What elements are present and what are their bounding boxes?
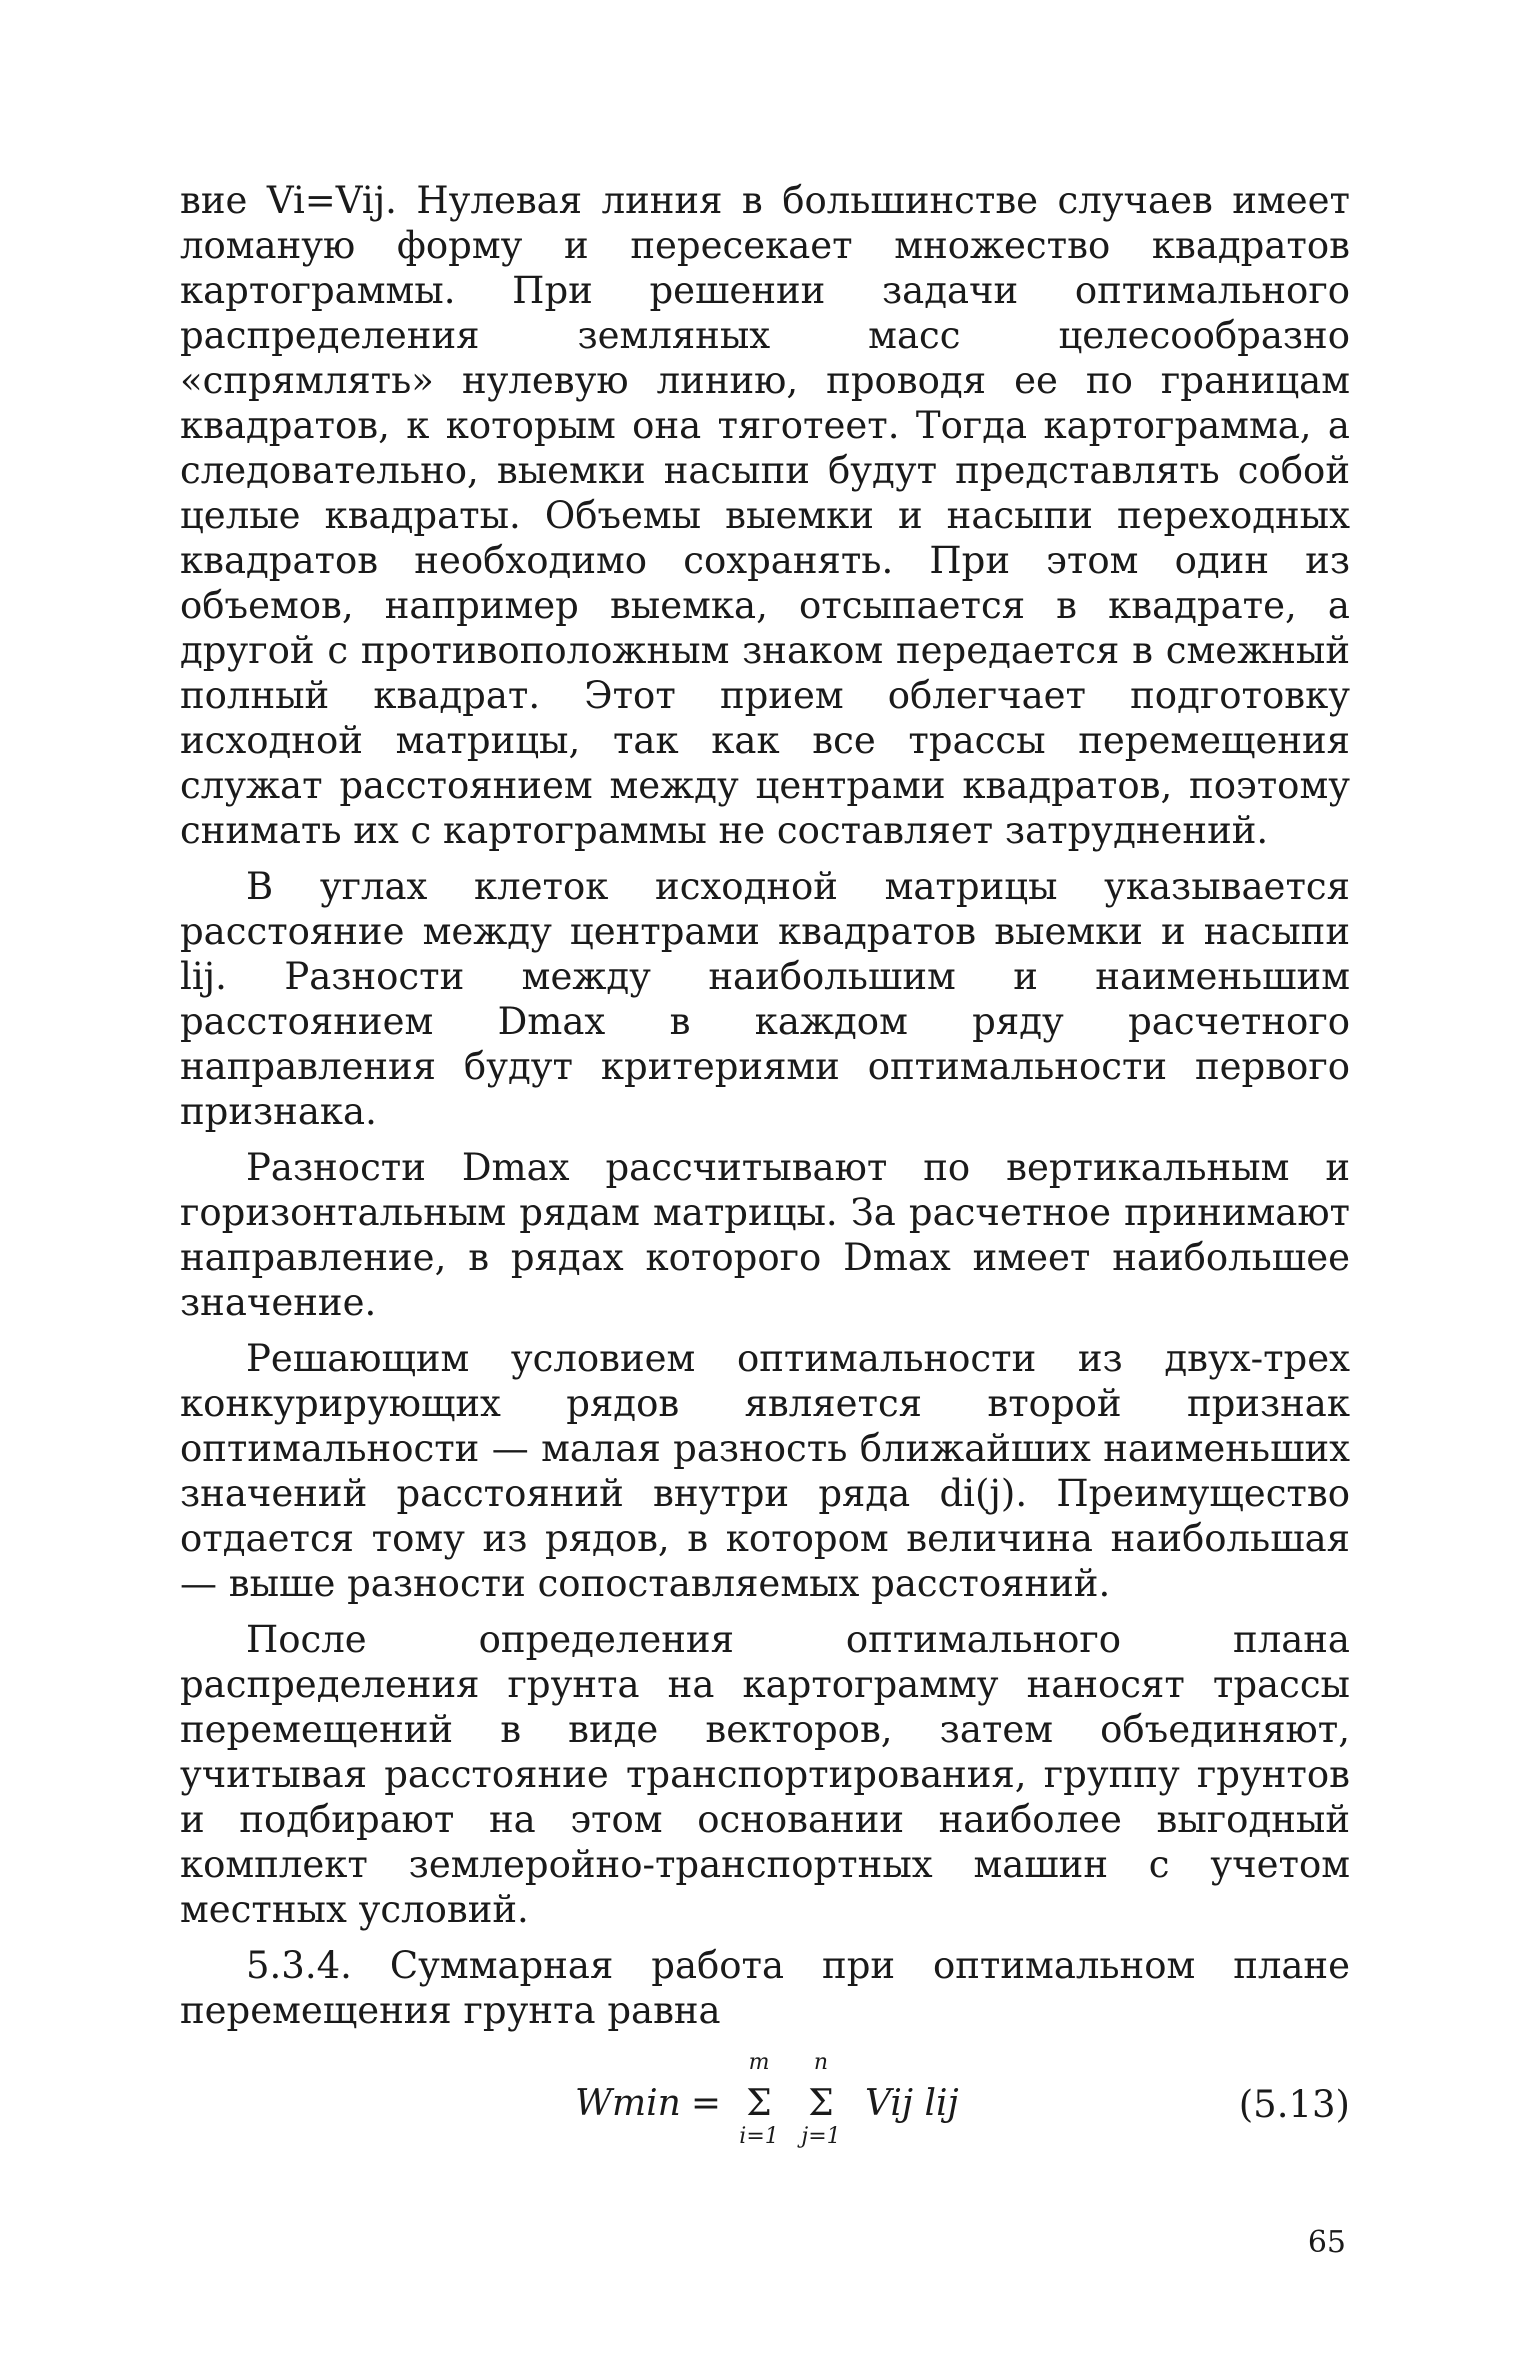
sigma-symbol-2: Σ <box>808 2082 834 2124</box>
paragraph-3: Разности Dmax рассчитывают по вертикальным и горизонтальным рядам матрицы. За расчетное принимают направление, в рядах которого Dmax имеет наибольшее значение. <box>180 1146 1350 1324</box>
paragraph-5: После определения оптимального плана распределения грунта на картограмму наносят трассы перемещений в виде векторов, затем объединяют, учитывая расстояние транспортирования, группу грунтов и подбирают на этом основании наиболее выгодный комплект землеройно-транспортных машин с учетом местных условий. <box>180 1618 1350 1931</box>
paragraph-6: 5.3.4. Суммарная работа при оптимальном плане перемещения грунта равна <box>180 1944 1350 2032</box>
sigma-symbol: Σ <box>746 2082 772 2124</box>
sum-i-upper: m <box>748 2049 770 2075</box>
sum-over-j <box>793 2049 849 2149</box>
paragraph-2: В углах клеток исходной матрицы указывается расстояние между центрами квадратов выемки и насыпи lij. Разности между наибольшим и наименьшим расстоянием Dmax в каждом ряду расчетного направления будут критериями оптимальности первого признака. <box>180 865 1350 1133</box>
formula-body <box>575 2044 959 2162</box>
sum-j-lower: j=1 <box>801 2123 841 2149</box>
paragraph-1: вие Vi=Vij. Нулевая линия в большинстве случаев имеет ломаную форму и пересекает множество квадратов картограммы. При решении задачи оптимального распределения земляных масс целесообразно «спрямлять» нулевую линию, проводя ее по границам квадратов, к которым она тяготеет. Тогда картограмма, а следовательно, выемки насыпи будут представлять собой целые квадраты. Объемы выемки и насыпи переходных квадратов необходимо сохранять. При этом один из объемов, например выемка, отсыпается в квадрате, а другой с противоположным знаком передается в смежный полный квадрат. Этот прием облегчает подготовку исходной матрицы, так как все трассы перемещения служат расстоянием между центрами квадратов, поэтому снимать их с картограммы не составляет затруднений. <box>180 179 1350 852</box>
page-body <box>180 178 1350 2162</box>
page-number: 65 <box>1307 2225 1346 2260</box>
equation-number: (5.13) <box>1238 2083 1350 2126</box>
formula-lhs: Wmin <box>575 2082 681 2124</box>
sum-i-lower: i=1 <box>739 2123 779 2149</box>
sum-j-upper: n <box>813 2049 829 2075</box>
formula-5-13 <box>180 2044 1350 2162</box>
paragraph-4: Решающим условием оптимальности из двух-трех конкурирующих рядов является второй признак оптимальности — малая разность ближайших наименьших значений расстояний внутри ряда di(j). Преимущество отдается тому из рядов, в котором величина наибольшая — выше разности сопоставляемых расстояний. <box>180 1337 1350 1605</box>
formula-rhs: Vij lij <box>865 2082 959 2124</box>
sum-over-i <box>731 2049 787 2149</box>
formula-equals: = <box>690 2082 722 2124</box>
